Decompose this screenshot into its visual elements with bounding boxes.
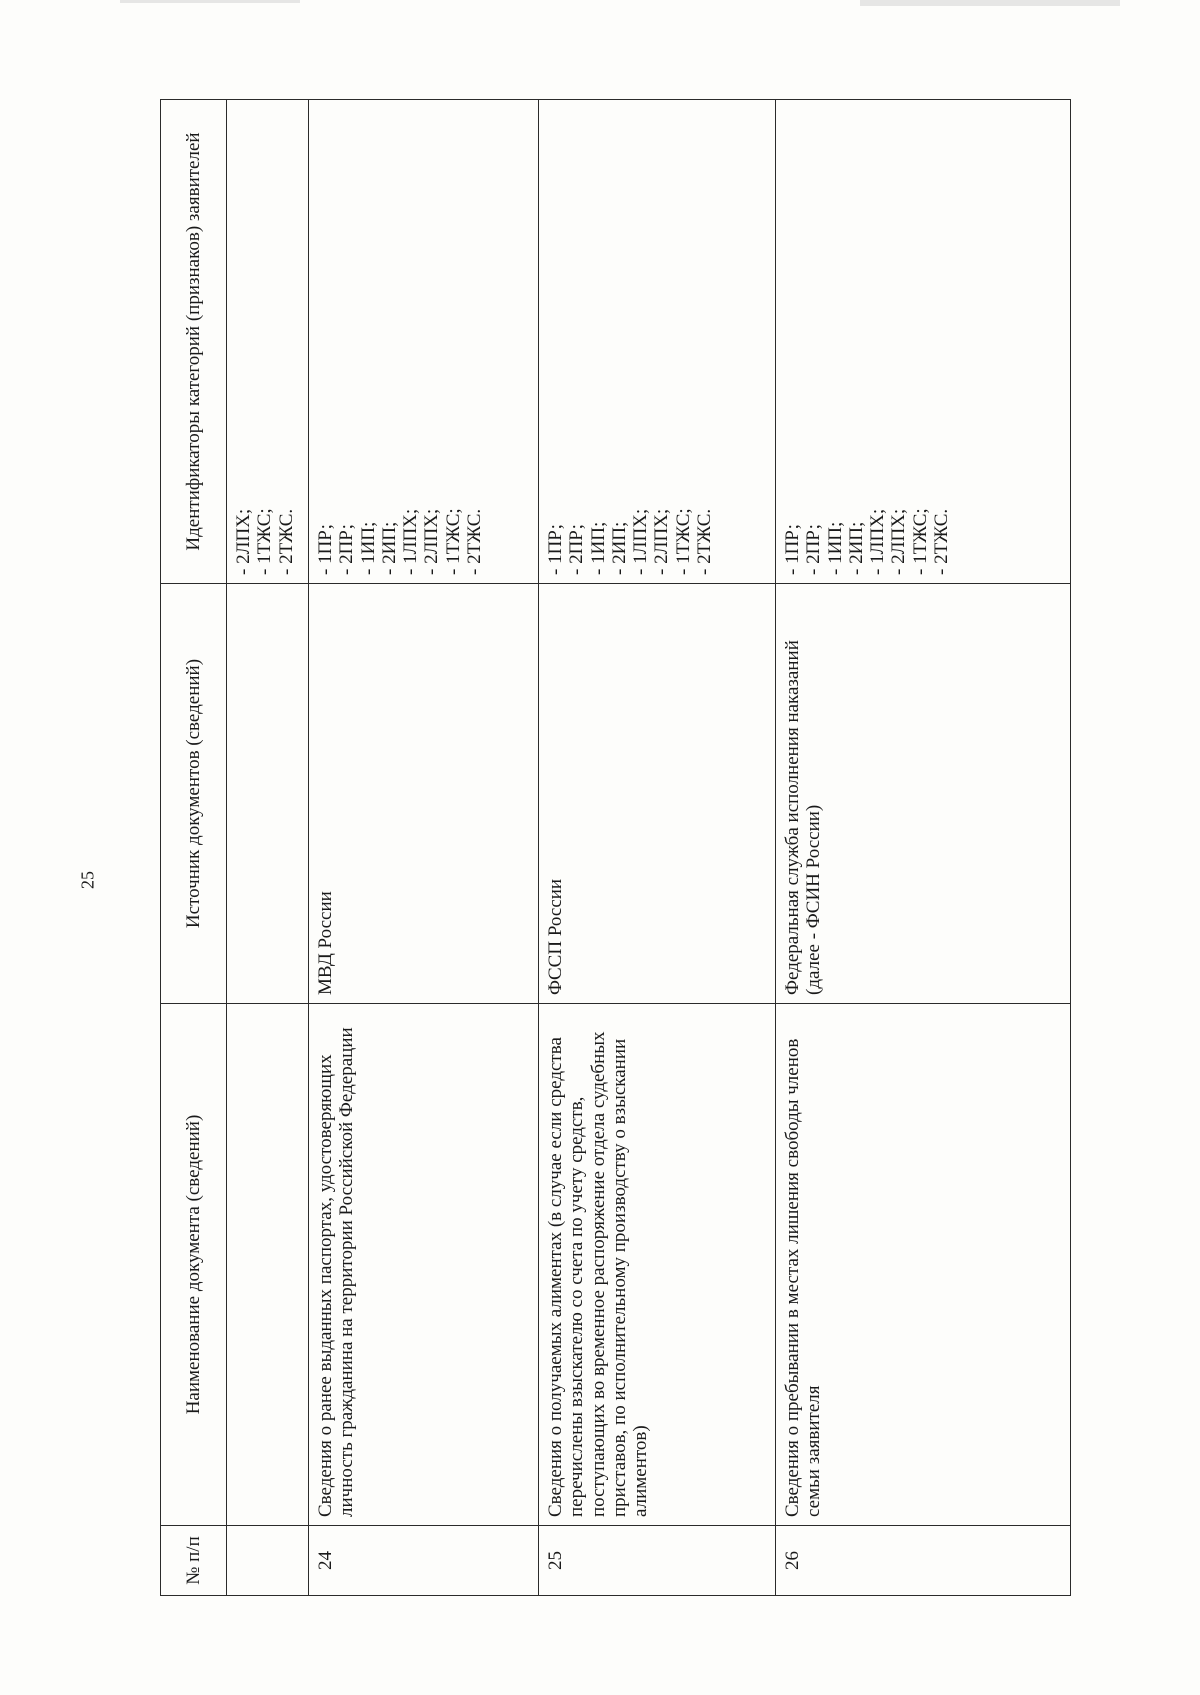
- header-num: № п/п: [161, 1526, 227, 1596]
- rotated-table-container: [160, 100, 1070, 1596]
- id-item: - 2ЛПХ;: [421, 508, 443, 575]
- table-row: [309, 100, 539, 1596]
- id-item: - 1ИП;: [587, 521, 609, 575]
- id-item: - 2ИП;: [378, 521, 400, 575]
- id-item: - 1ИП;: [824, 521, 846, 575]
- row-name: Сведения о пребывании в местах лишения свободы членов семьи заявителя: [776, 1004, 1071, 1526]
- table-row: [539, 100, 776, 1596]
- ids-list: [315, 108, 485, 575]
- row-name: Сведения о ранее выданных паспортах, удостоверяющих личность гражданина на территории Российской Федерации: [309, 1004, 539, 1526]
- document-table-wrapper: [160, 100, 1070, 1596]
- id-item: - 1ТЖС;: [672, 508, 694, 575]
- table-row: [227, 100, 309, 1596]
- ids-list: [233, 108, 297, 575]
- id-item: - 2ЛПХ;: [233, 508, 254, 575]
- row-source: ФССП России: [539, 584, 776, 1004]
- id-item: - 2ИП;: [845, 521, 867, 575]
- id-item: - 1ПР;: [315, 524, 336, 575]
- id-item: - 2ТЖС.: [930, 508, 952, 575]
- scan-artifact: [860, 0, 1120, 6]
- header-name: Наименование документа (сведений): [161, 1004, 227, 1526]
- row-num: 24: [309, 1526, 539, 1596]
- header-source: Источник документов (сведений): [161, 584, 227, 1004]
- page-number: 25: [77, 871, 98, 889]
- table-row: [776, 100, 1071, 1596]
- row-ids: [227, 100, 309, 584]
- id-item: - 2ПР;: [566, 524, 588, 575]
- id-item: - 2ТЖС.: [693, 508, 715, 575]
- id-item: - 1ЛПХ;: [630, 508, 652, 575]
- id-item: - 1ЛПХ;: [400, 508, 422, 575]
- id-item: - 2ТЖС.: [275, 508, 297, 575]
- id-item: - 2ПР;: [803, 524, 825, 575]
- row-num: 26: [776, 1526, 1071, 1596]
- row-source: [227, 584, 309, 1004]
- table-header-row: [161, 100, 227, 1596]
- row-ids: [309, 100, 539, 584]
- scan-artifact: [120, 0, 300, 3]
- id-item: - 1ПР;: [545, 524, 566, 575]
- documents-table: [160, 99, 1071, 1596]
- id-item: - 2ИП;: [608, 521, 630, 575]
- row-num: 25: [539, 1526, 776, 1596]
- ids-list: [545, 108, 715, 575]
- row-name: [227, 1004, 309, 1526]
- id-item: - 1ПР;: [782, 524, 803, 575]
- id-item: - 1ТЖС;: [254, 508, 276, 575]
- id-item: - 1ТЖС;: [442, 508, 464, 575]
- row-source: Федеральная служба исполнения наказаний (далее - ФСИН России): [776, 584, 1071, 1004]
- id-item: - 2ТЖС.: [463, 508, 485, 575]
- header-ids: Идентификаторы категорий (признаков) заявителей: [161, 100, 227, 584]
- row-source: МВД России: [309, 584, 539, 1004]
- row-num: [227, 1526, 309, 1596]
- row-ids: [776, 100, 1071, 584]
- id-item: - 2ЛПХ;: [888, 508, 910, 575]
- row-ids: [539, 100, 776, 584]
- id-item: - 1ТЖС;: [909, 508, 931, 575]
- id-item: - 2ЛПХ;: [651, 508, 673, 575]
- ids-list: [782, 108, 952, 575]
- row-name: Сведения о получаемых алиментах (в случае если средства перечислены взыскателю со счета по учету средств, поступающих во временное распоряжение отдела судебных приставов, по исполнительному производству о взыскании алиментов): [539, 1004, 776, 1526]
- id-item: - 2ПР;: [336, 524, 358, 575]
- id-item: - 1ЛПХ;: [867, 508, 889, 575]
- id-item: - 1ИП;: [357, 521, 379, 575]
